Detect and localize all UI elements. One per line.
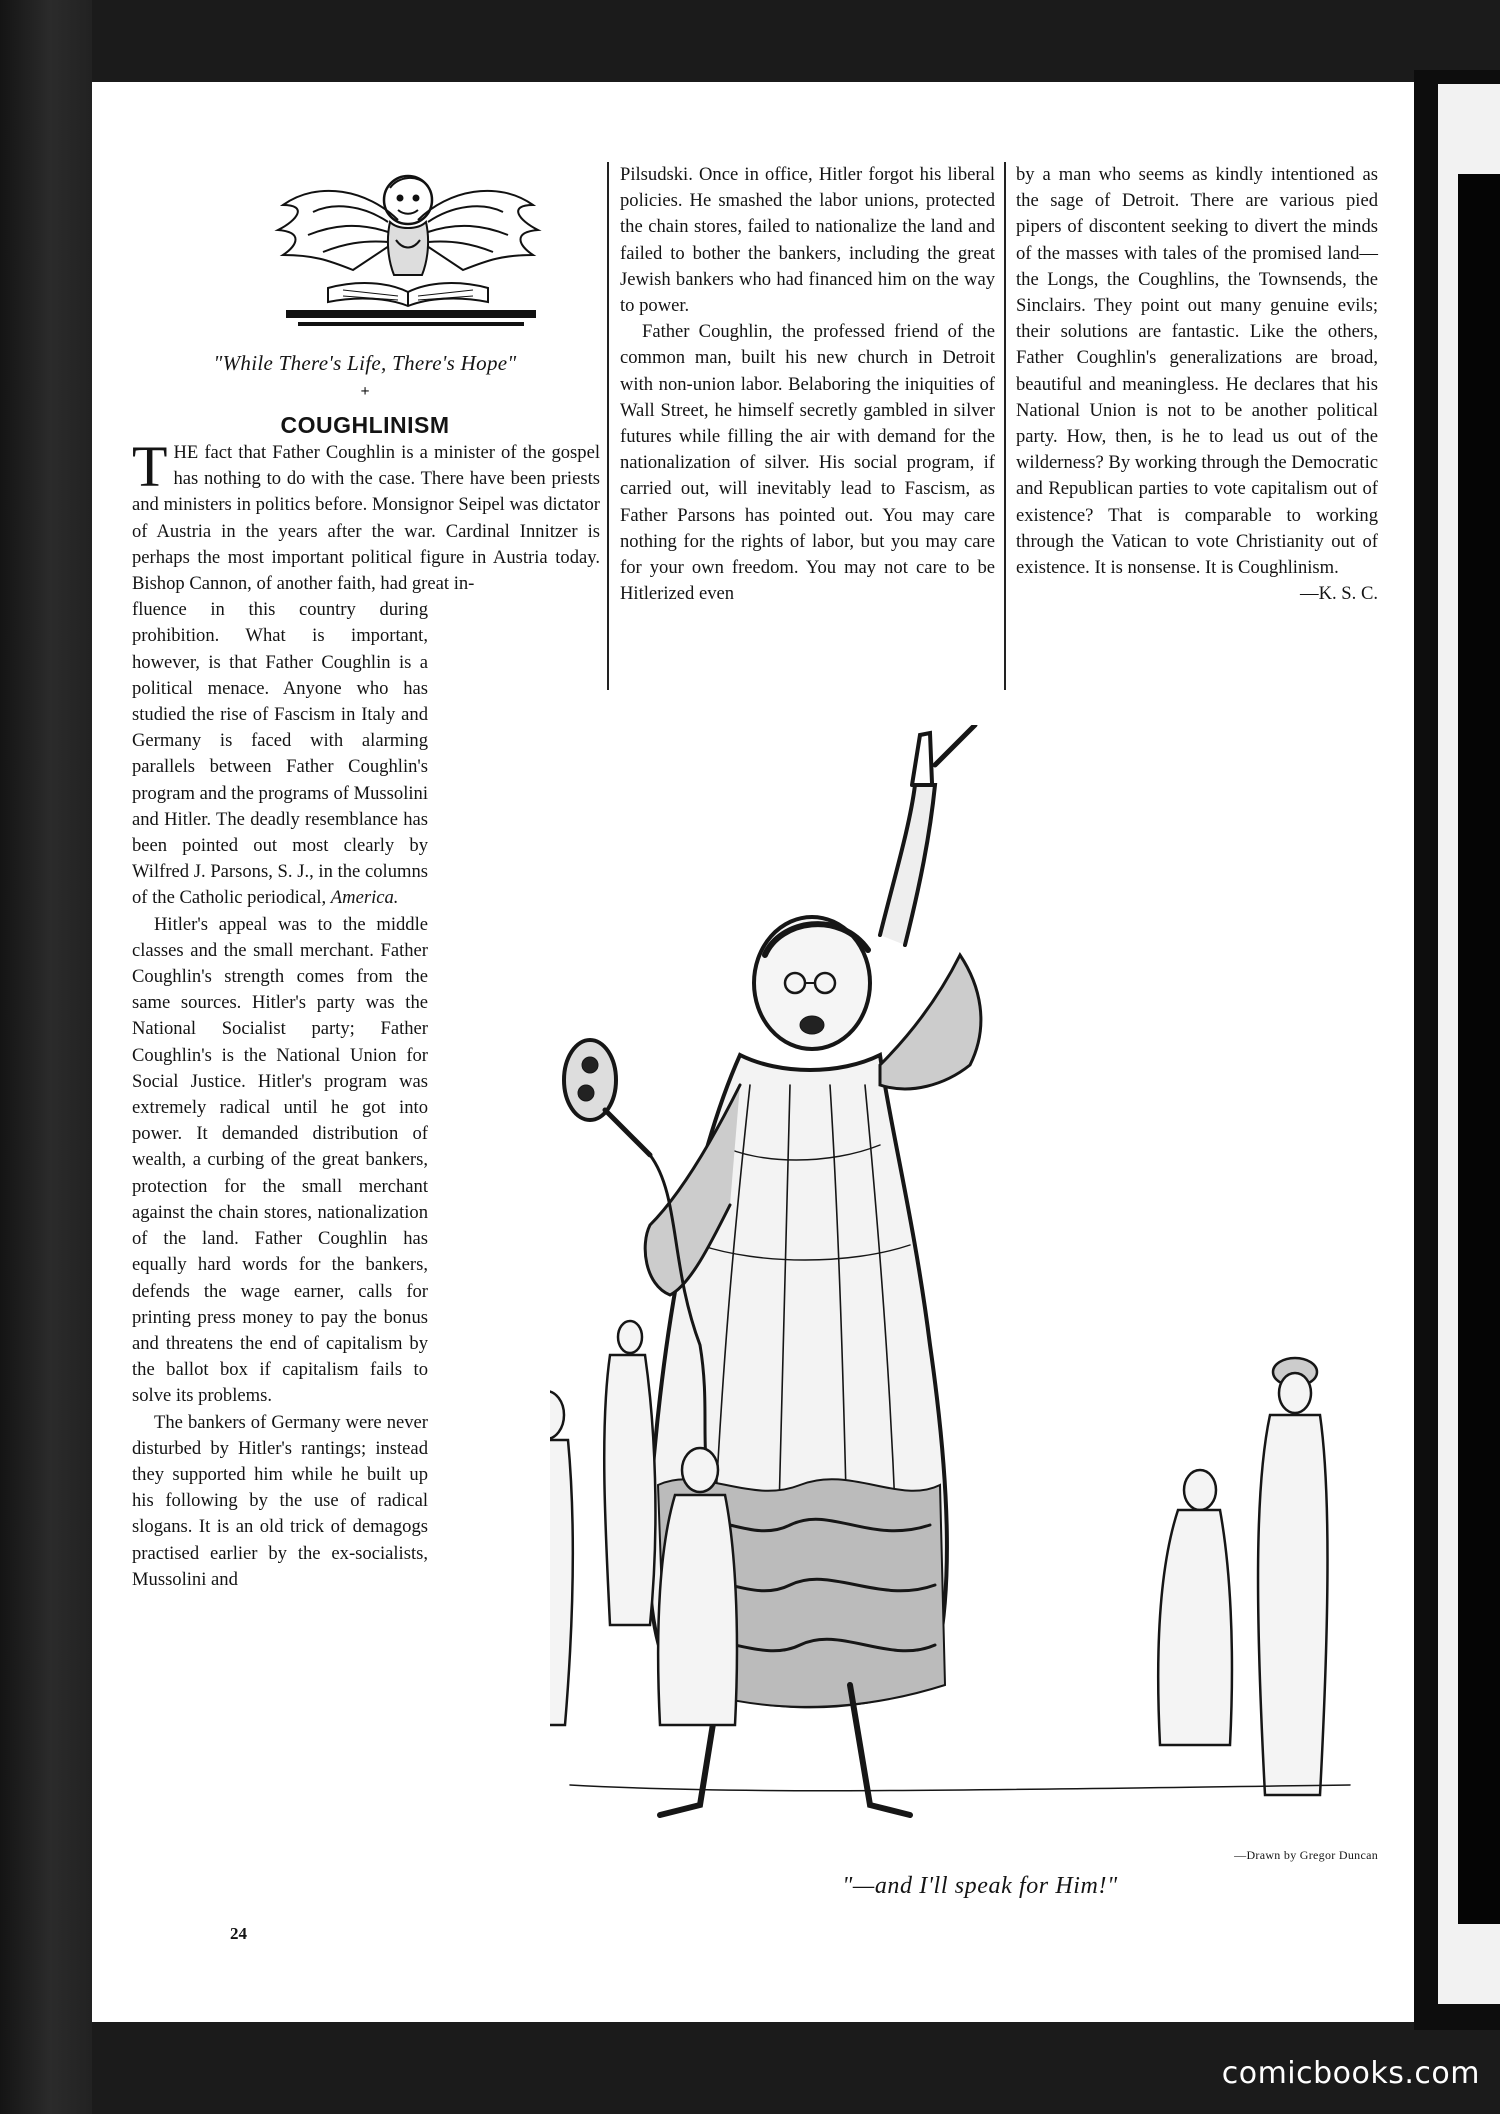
paragraph-3: The bankers of Germany were never disturbed by Hitler's rantings; instead they supported him while he built up his following by the use of radical slogans. It is an old trick of demagogs practised earlier by the ex-socialists, Mussolini and <box>132 1411 428 1590</box>
paragraph-5: Father Coughlin, the professed friend of the common man, built his new church in Detroit with non-union labor. Belaboring the iniquities of Wall Street, he himself secretly gambled in silver futures while filling the air with demand for the nationalization of silver. His social program, if carried out, will inevitably lead to Fascism, as Father Parsons has pointed out. You may care nothing for the rights of labor, but you may care for your own freedom. You may not care to be Hitlerized even <box>620 321 995 605</box>
article-column-3 <box>1016 162 1378 607</box>
article-column-1 <box>132 434 600 1593</box>
facing-page-edge <box>1414 70 1500 2030</box>
author-signature: —K. S. C. <box>1299 583 1378 605</box>
narrow-text-block <box>132 597 428 1593</box>
column-rule <box>607 162 609 690</box>
header-cartoon-caption: "While There's Life, There's Hope" <box>213 351 517 375</box>
separator-cross: + <box>360 383 370 400</box>
coughlin-cartoon-illustration <box>550 725 1372 1835</box>
illustration-caption: "—and I'll speak for Him!" <box>842 1873 1118 1899</box>
paragraph-4: Pilsudski. Once in office, Hitler forgot his liberal policies. He smashed the labor unions, protected the chain stores, failed to nationalize the land and failed to bother the bankers, including the great Jewish bankers who had financed him on the way to power. <box>620 164 995 317</box>
page-number: 24 <box>230 1924 247 1943</box>
paragraph-6: by a man who seems as kindly intentioned as the sage of Detroit. There are various pied pipers of discontent seeking to divert the minds of the masses with tales of the promised land—the Longs, the Coughlins, the Townsends, the Sinclairs. They point out many genuine evils; their solutions are fantastic. Like the others, Father Coughlin's generalizations are broad, beautiful and meaningless. He declares that his National Union is not to be another political party. How, then, is he to lead us out of the wilderness? By working through the Democratic and Republican parties to vote capitalism out of existence? That is comparable to working through the Vatican to vote Christianity out of existence. It is nonsense. It is Coughlinism. —K. S. C. <box>1016 162 1378 581</box>
article-column-2 <box>620 162 995 607</box>
site-watermark: comicbooks.com <box>1221 2056 1480 2091</box>
column-rule <box>1004 162 1006 690</box>
paragraph-1-lead: THE fact that Father Coughlin is a minister of the gospel has nothing to do with the case. There have been priests and ministers in politics before. Monsignor Seipel was dictator of Austria in the years after the war. Cardinal Innitzer is perhaps the most important political figure in Austria today. Bishop Cannon, of another faith, had great in- <box>132 434 600 595</box>
paragraph-1-continued: fluence in this country during prohibition. What is important, however, is that Father Coughlin is a political menace. Anyone who has studied the rise of Fascism in Italy and Germany is faced with alarming parallels between Father Coughlin's program and the programs of Mussolini and Hitler. The deadly resemblance has been pointed out most clearly by Wilfred J. Parsons, S. J., in the columns of the Catholic periodical, America. <box>132 599 428 909</box>
cherub-cartoon <box>258 160 554 340</box>
paragraph-2: Hitler's appeal was to the middle classes and the small merchant. Father Coughlin's strength comes from the same sources. Hitler's party was the National Socialist party; Father Coughlin's is the National Union for Social Justice. Hitler's program was extremely radical until he got into power. It demanded distribution of wealth, a curbing of the great bankers, protection for the small merchant against the chain stores, nationalization of the land. Father Coughlin has equally hard words for the bankers, defends the wage earner, calls for printing press money to pay the bonus and threatens the end of capitalism by the ballot box if capitalism fails to solve its problems. <box>132 913 428 1407</box>
article-title: COUGHLINISM <box>280 412 450 438</box>
illustration-credit: —Drawn by Gregor Duncan <box>1234 1848 1378 1862</box>
drop-cap: T <box>132 434 168 499</box>
scan-border-left <box>0 0 92 2114</box>
